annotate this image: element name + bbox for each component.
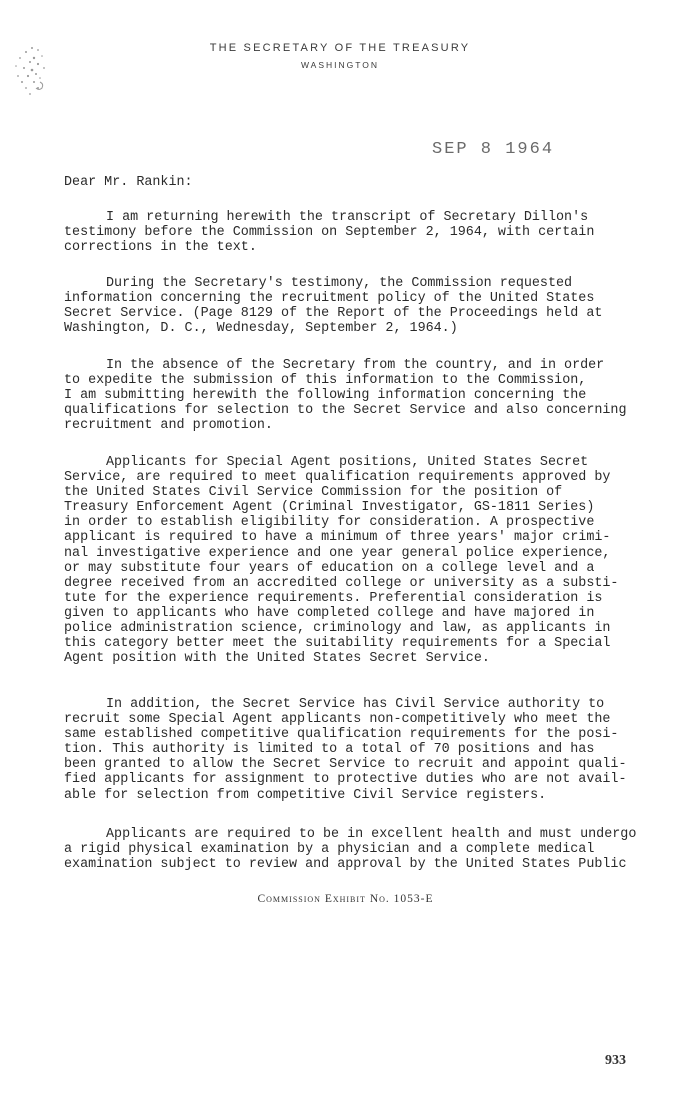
page-number: 933 <box>605 1053 626 1068</box>
exhibit-label: Commission Exhibit No. 1053-E <box>257 893 434 905</box>
paragraph-health: Applicants are required to be in excellent health and must undergo a rigid physical examination by a physician and a complete medical examination subject to review and approval by the United States Public <box>64 827 637 873</box>
letterhead-city: WASHINGTON <box>300 60 380 70</box>
letterhead-title: THE SECRETARY OF THE TREASURY <box>209 42 471 54</box>
date-stamp: SEP 8 1964 <box>432 140 555 159</box>
salutation: Dear Mr. Rankin: <box>64 175 193 190</box>
paragraph-request: During the Secretary's testimony, the Commission requested information concerning the recruitment policy of the United States Secret Service. (Page 8129 of the Report of the Proceedings held at Washington, D. C., Wednesday, September 2, 1964.) <box>64 276 603 337</box>
paragraph-applicants: Applicants for Special Agent positions, United States Secret Service, are required to meet qualification requirements approved by the United States Civil Service Commission for the position of Treasury Enforcement Agent (Criminal Investigator, GS-1811 Series) in order to establish eligibility for consideration. A prospective applicant is required to have a minimum of three years' major crimi- nal investigative experience and one year general police experience, or may substitute four years of education on a college level and a degree received from an accredited college or university as a substi- tute for the experience requirements. Preferential consideration is given to applicants who have completed college and have majored in police administration science, criminology and law, as applicants in this category better meet the suitability requirements for a Special Agent position with the United States Secret Service. <box>64 455 619 667</box>
paragraph-transcript: I am returning herewith the transcript of Secretary Dillon's testimony before the Commission on September 2, 1964, with certain corrections in the text. <box>64 210 595 256</box>
paragraph-authority: In addition, the Secret Service has Civil Service authority to recruit some Special Agent applicants non-competitively who meet the same established competitive qualification requirements for the posi- tion. This authority is limited to a total of 70 positions and has been granted to allow the Secret Service to recruit and appoint quali- fied applicants for assignment to protective duties who are not avail- able for selection from competitive Civil Service registers. <box>64 697 627 803</box>
paragraph-submission: In the absence of the Secretary from the country, and in order to expedite the submission of this information to the Commission, I am submitting herewith the following information concerning the qualifications for selection to the Secret Service and also concerning recruitment and promotion. <box>64 358 627 434</box>
treasury-seal-icon <box>10 42 58 100</box>
